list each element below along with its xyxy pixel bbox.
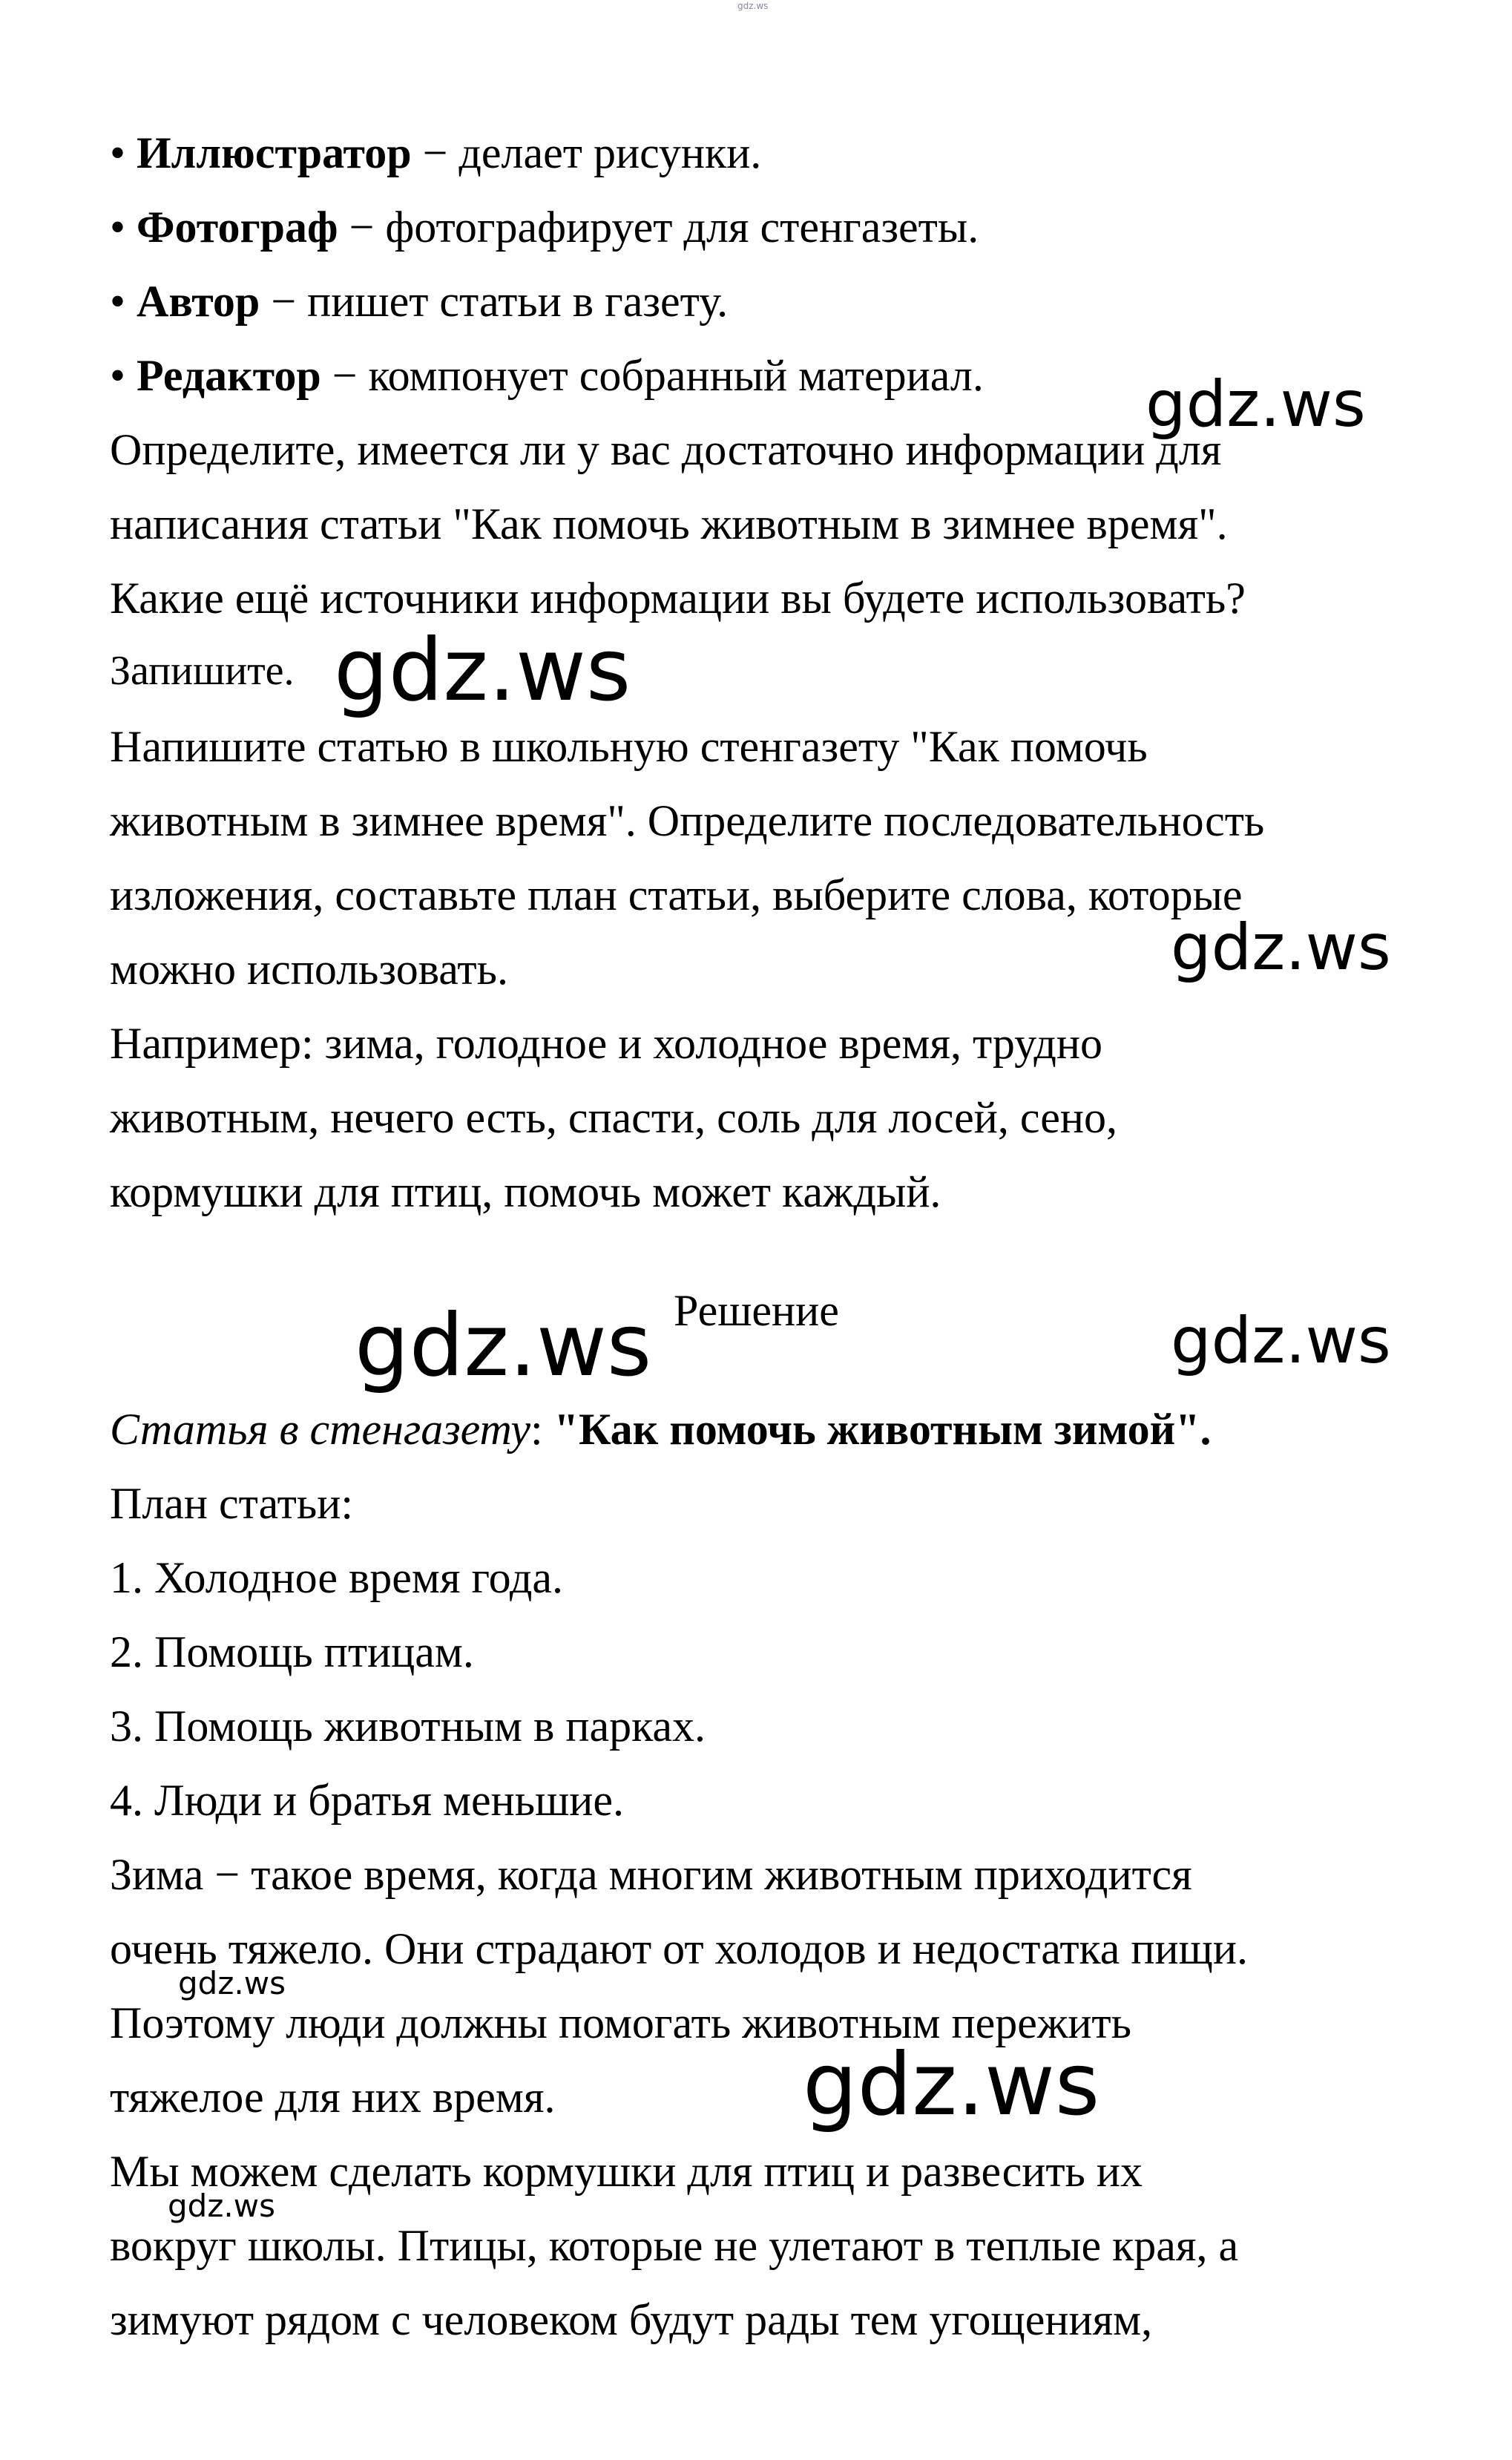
watermark: gdz.ws: [168, 2188, 275, 2224]
task-line: написания статьи "Как помочь животным в зимнее время".: [110, 499, 1228, 548]
role-desc: − пишет статьи в газету.: [260, 277, 729, 326]
role-name: Редактор: [137, 351, 321, 400]
task-line: животным в зимнее время". Определите последовательность: [110, 796, 1265, 845]
role-item: • Автор − пишет статьи в газету.: [110, 277, 729, 326]
body-line: Мы можем сделать кормушки для птиц и развесить их: [110, 2147, 1143, 2196]
article-title-line: Статья в стенгазету: "Как помочь животным зимой".: [110, 1405, 1212, 1454]
watermark: gdz.ws: [178, 1965, 286, 2001]
role-name: Фотограф: [137, 203, 338, 252]
task-line: животным, нечего есть, спасти, соль для лосей, сено,: [110, 1093, 1117, 1142]
plan-item: 3. Помощь животным в парках.: [110, 1702, 706, 1751]
plan-item: 2. Помощь птицам.: [110, 1627, 474, 1676]
body-line: вокруг школы. Птицы, которые не улетают в теплые края, а: [110, 2221, 1239, 2270]
role-name: Иллюстратор: [137, 128, 412, 177]
task-line: Напишите статью в школьную стенгазету "Как помочь: [110, 722, 1148, 771]
role-desc: − фотографирует для стенгазеты.: [338, 203, 979, 252]
body-line: очень тяжело. Они страдают от холодов и недостатка пищи.: [110, 1924, 1248, 1973]
role-item: • Фотограф − фотографирует для стенгазеты.: [110, 203, 979, 252]
solution-heading: Решение: [674, 1286, 839, 1335]
task-line: можно использовать.: [110, 945, 508, 994]
task-line: Запишите.: [110, 648, 295, 694]
body-line: Зима − такое время, когда многим животным приходится: [110, 1850, 1192, 1899]
role-item: • Редактор − компонует собранный материал.: [110, 351, 984, 400]
article-label: Статья в стенгазету: [110, 1405, 530, 1454]
task-line: изложения, составьте план статьи, выберите слова, которые: [110, 870, 1243, 919]
task-line: Например: зима, голодное и холодное время, трудно: [110, 1019, 1102, 1068]
watermark: gdz.ws: [1145, 367, 1366, 442]
task-line: Определите, имеется ли у вас достаточно информации для: [110, 425, 1222, 474]
article-title: "Как помочь животным зимой".: [553, 1405, 1212, 1454]
watermark: gdz.ws: [355, 1296, 652, 1396]
task-line: Какие ещё источники информации вы будете использовать?: [110, 574, 1246, 623]
plan-title: План статьи:: [110, 1479, 354, 1528]
watermark: gdz.ws: [1171, 911, 1391, 985]
plan-item: 1. Холодное время года.: [110, 1553, 564, 1602]
body-line: зимуют рядом с человеком будут рады тем угощениям,: [110, 2295, 1153, 2344]
role-name: Автор: [137, 277, 260, 326]
role-desc: − компонует собранный материал.: [321, 351, 984, 400]
role-desc: − делает рисунки.: [411, 128, 762, 177]
role-item: • Иллюстратор − делает рисунки.: [110, 128, 762, 177]
watermark: gdz.ws: [803, 2035, 1100, 2135]
body-line: тяжелое для них время.: [110, 2073, 556, 2122]
watermark-top: gdz.ws: [737, 1, 769, 11]
body-line: Поэтому люди должны помогать животным пережить: [110, 1998, 1132, 2047]
task-line: кормушки для птиц, помочь может каждый.: [110, 1167, 941, 1216]
plan-item: 4. Люди и братья меньшие.: [110, 1776, 625, 1825]
watermark: gdz.ws: [334, 620, 631, 721]
watermark: gdz.ws: [1171, 1304, 1391, 1378]
